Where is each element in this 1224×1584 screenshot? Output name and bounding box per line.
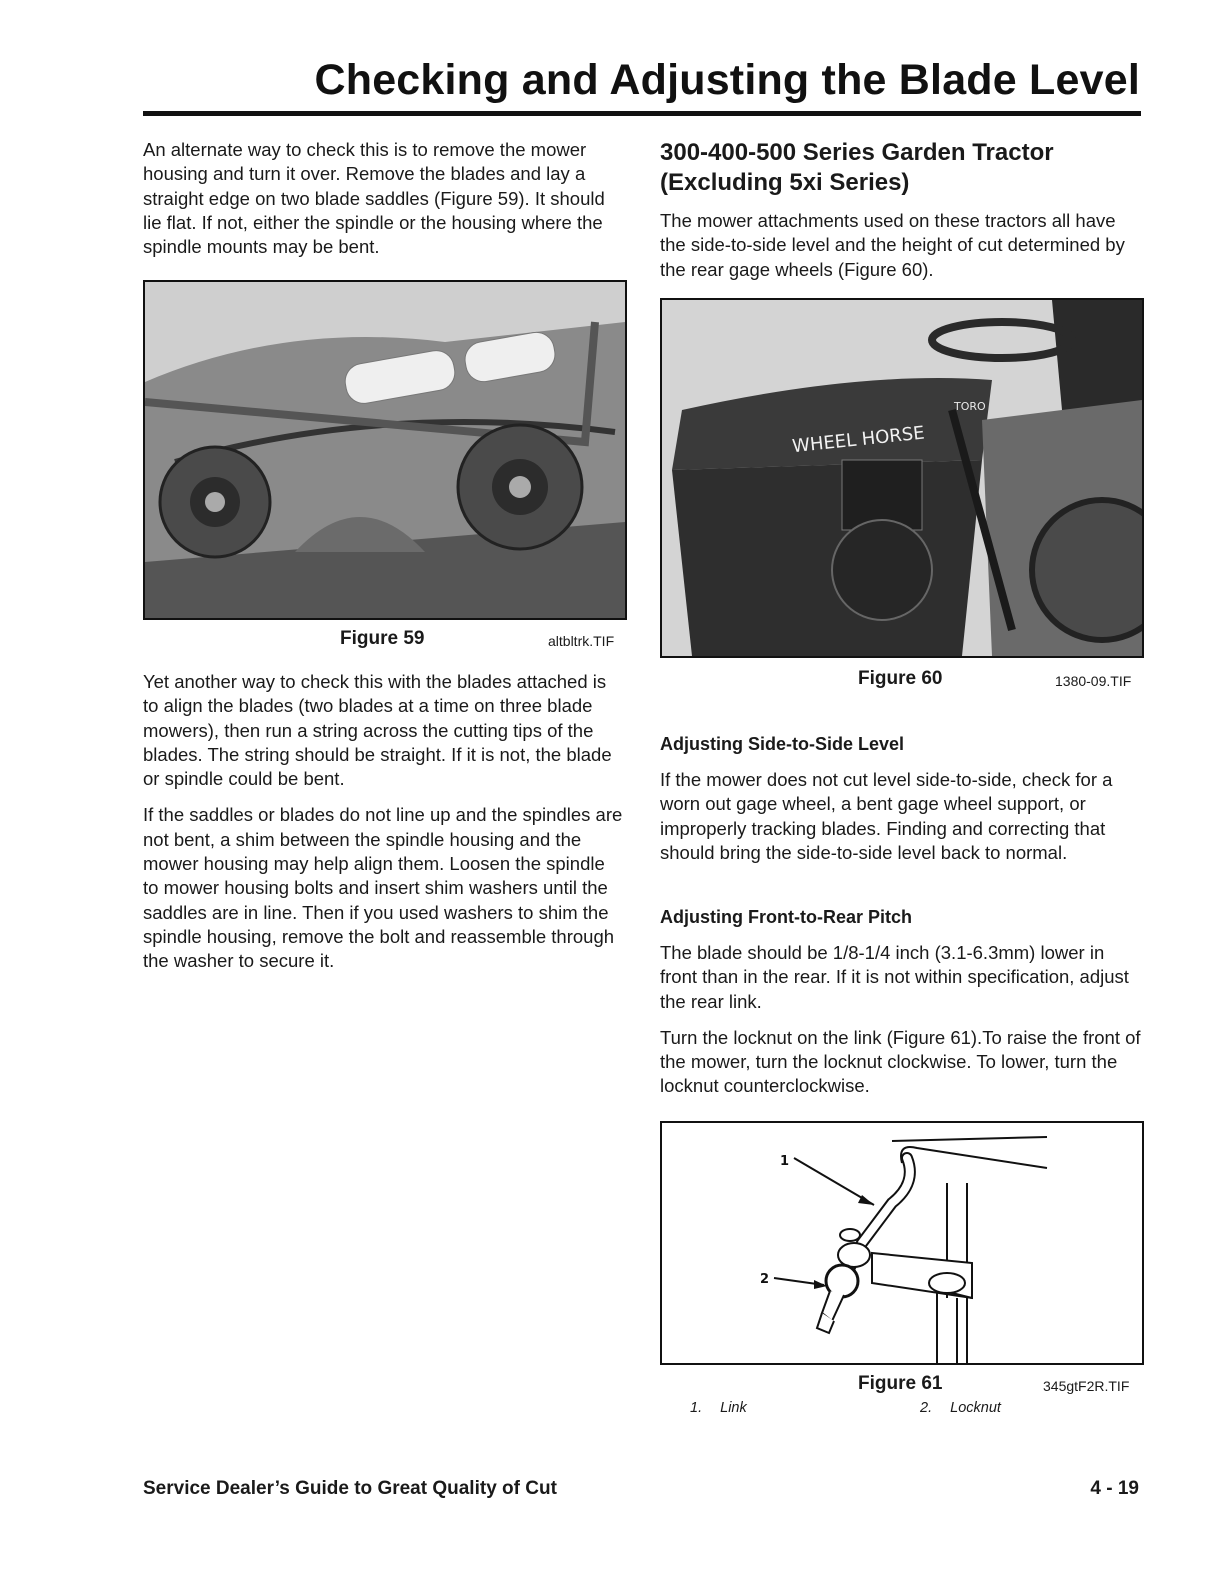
figure-59-caption: Figure 59 [340,628,425,649]
page-title: Checking and Adjusting the Blade Level [314,56,1140,104]
figure-59-file: altbltrk.TIF [548,633,615,649]
legend-item-2 [920,1400,1001,1416]
page-number: 4 - 19 [1090,1478,1139,1499]
legend-label: Link [720,1400,747,1416]
legend-number: 1. [690,1400,703,1416]
figure-61-caption: Figure 61 [858,1373,943,1394]
legend-item-1 [690,1400,747,1416]
left-intro [143,138,623,259]
figure-61-image [660,1121,1144,1365]
figure-60-file: 1380-09.TIF [1055,673,1132,689]
legend-number: 2. [920,1400,933,1416]
figure-59-image [143,280,627,620]
left-body [143,670,623,974]
link-locknut-diagram [662,1123,1142,1363]
right-paragraph-3: The blade should be 1/8-1/4 inch (3.1-6.3mm) lower in front than in the rear. If it is not within specification, adjust the rear link. [660,942,1129,1012]
left-paragraph-3: If the saddles or blades do not line up and the spindles are not bent, a shim between the spindle housing and the mower housing may help align them. Loosen the spindle to mower housing bolts and insert shim washers until the saddles are in line. Then if you used washers to shim the spindle housing, remove the bolt and reassemble through the washer to secure it. [143,804,623,972]
right-paragraph-2: If the mower does not cut level side-to-side, check for a worn out gage wheel, a bent gage wheel support, or improperly tracking blades. Finding and correcting that should bring the side-to-side level back to normal. [660,769,1113,863]
figure-61-file: 345gtF2R.TIF [1043,1378,1130,1394]
pitch-section [660,905,1142,1099]
legend-label: Locknut [950,1400,1001,1416]
hood-badge: TORO [954,400,986,413]
right-paragraph-4: Turn the locknut on the link (Figure 61).To raise the front of the mower, turn the locknut clockwise. To lower, turn the locknut counterclockwise. [660,1026,1141,1097]
subheading-side-to-side: Adjusting Side-to-Side Level [660,734,905,754]
left-paragraph-2: Yet another way to check this with the blades attached is to align the blades (two blades at a time on three blade mowers), then run a string across the cutting tips of the blades. The string should be straight. If it is not, the blade or spindle could be bent. [143,671,612,790]
mower-housing-photo [145,282,625,618]
callout-1: 1 [780,1154,790,1169]
section-heading: 300-400-500 Series Garden Tractor (Excluding 5xi Series) [660,139,1054,196]
title-rule [143,111,1141,116]
footer-guide-title: Service Dealer’s Guide to Great Quality of Cut [143,1478,557,1499]
figure-60-image [660,298,1144,658]
garden-tractor-photo [662,300,1142,656]
hood-label: WHEEL HORSE [791,422,926,458]
callout-2: 2 [760,1272,770,1287]
side-to-side-section [660,732,1142,865]
right-paragraph-1: The mower attachments used on these tractors all have the side-to-side level and the height of cut determined by the rear gage wheels (Figure 60). [660,210,1125,280]
subheading-pitch: Adjusting Front-to-Rear Pitch [660,907,912,927]
right-intro [660,138,1142,282]
figure-60-caption: Figure 60 [858,668,943,689]
left-paragraph-1: An alternate way to check this is to remove the mower housing and turn it over. Remove the blades and lay a straight edge on two blade saddles (Figure 59). It should lie flat. If not, either the spindle or the housing where the spindle mounts may be bent. [143,139,605,258]
